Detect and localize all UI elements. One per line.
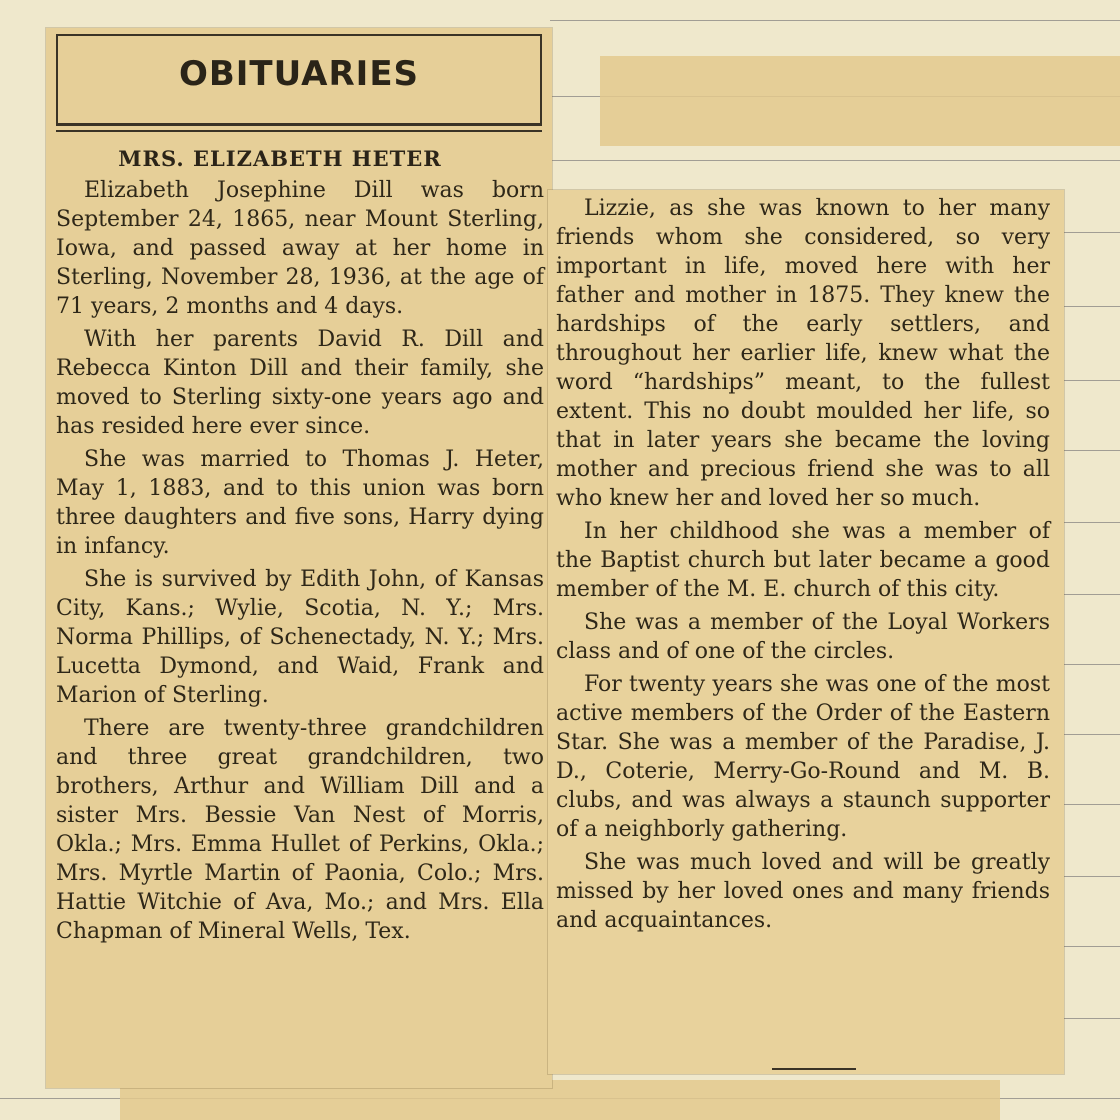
paragraph: Lizzie, as she was known to her many friends whom she considered, so very important in life, moved here with her father and mother in 1875. They knew the hardships of the early settlers, and throughout her earlier life, knew what the word “hardships” meant, to the fullest extent. This no doubt moulded her life, so that in later years she became the loving mother and precious friend she was to all who knew her and loved her so much.: [556, 196, 1050, 511]
masthead-box: [56, 34, 542, 126]
paragraph: She was much loved and will be greatly missed by her loved ones and many friends and acquaintances.: [556, 850, 1050, 933]
page-ruled-line: [550, 160, 1120, 161]
paragraph: For twenty years she was one of the most active members of the Order of the Eastern Star. She was a member of the Paradise, J. D., Coterie, Merry-Go-Round and M. B. clubs, and was always a staunch supporter of a neighborly gathering.: [556, 672, 1050, 842]
tape-strip: [600, 56, 1120, 146]
page-ruled-line: [1060, 664, 1120, 665]
paragraph: With her parents David R. Dill and Rebecca Kinton Dill and their family, she moved to Sterling sixty-one years ago and has resided here ever since.: [56, 327, 544, 439]
obituary-headline: MRS. ELIZABETH HETER: [118, 146, 442, 171]
page-ruled-line: [1060, 876, 1120, 877]
page-ruled-line: [1060, 1018, 1120, 1019]
page-ruled-line: [1060, 306, 1120, 307]
paragraph: She is survived by Edith John, of Kansas City, Kans.; Wylie, Scotia, N. Y.; Mrs. Norma Phillips, of Schenectady, N. Y.; Mrs. Lucetta Dymond, and Waid, Frank and Marion of Sterling.: [56, 567, 544, 708]
paragraph: There are twenty-three grandchildren and three great grandchildren, two brothers, Arthur and William Dill and a sister Mrs. Bessie Van Nest of Morris, Okla.; Mrs. Emma Hullet of Perkins, Okla.; Mrs. Myrtle Martin of Paonia, Colo.; Mrs. Hattie Witchie of Ava, Mo.; and Mrs. Ella Chapman of Mineral Wells, Tex.: [56, 716, 544, 944]
obituary-column-left: [56, 176, 544, 950]
end-rule: [772, 1068, 856, 1070]
masthead-title: OBITUARIES: [178, 54, 420, 94]
paragraph: She was married to Thomas J. Heter, May 1, 1883, and to this union was born three daughters and five sons, Harry dying in infancy.: [56, 447, 544, 559]
paragraph: In her childhood she was a member of the Baptist church but later became a good member of the M. E. church of this city.: [556, 519, 1050, 602]
page-ruled-line: [1060, 804, 1120, 805]
masthead-rule: [56, 130, 542, 132]
page-ruled-line: [550, 20, 1120, 21]
page-ruled-line: [1060, 734, 1120, 735]
paragraph: Elizabeth Josephine Dill was born September 24, 1865, near Mount Sterling, Iowa, and passed away at her home in Sterling, November 28, 1936, at the age of 71 years, 2 months and 4 days.: [56, 178, 544, 319]
page-ruled-line: [1060, 594, 1120, 595]
page-ruled-line: [1060, 232, 1120, 233]
paragraph: She was a member of the Loyal Workers class and of one of the circles.: [556, 610, 1050, 664]
obituary-column-right: [556, 194, 1050, 939]
page-ruled-line: [1060, 450, 1120, 451]
page-ruled-line: [1060, 522, 1120, 523]
page-ruled-line: [1060, 946, 1120, 947]
page-ruled-line: [1060, 380, 1120, 381]
